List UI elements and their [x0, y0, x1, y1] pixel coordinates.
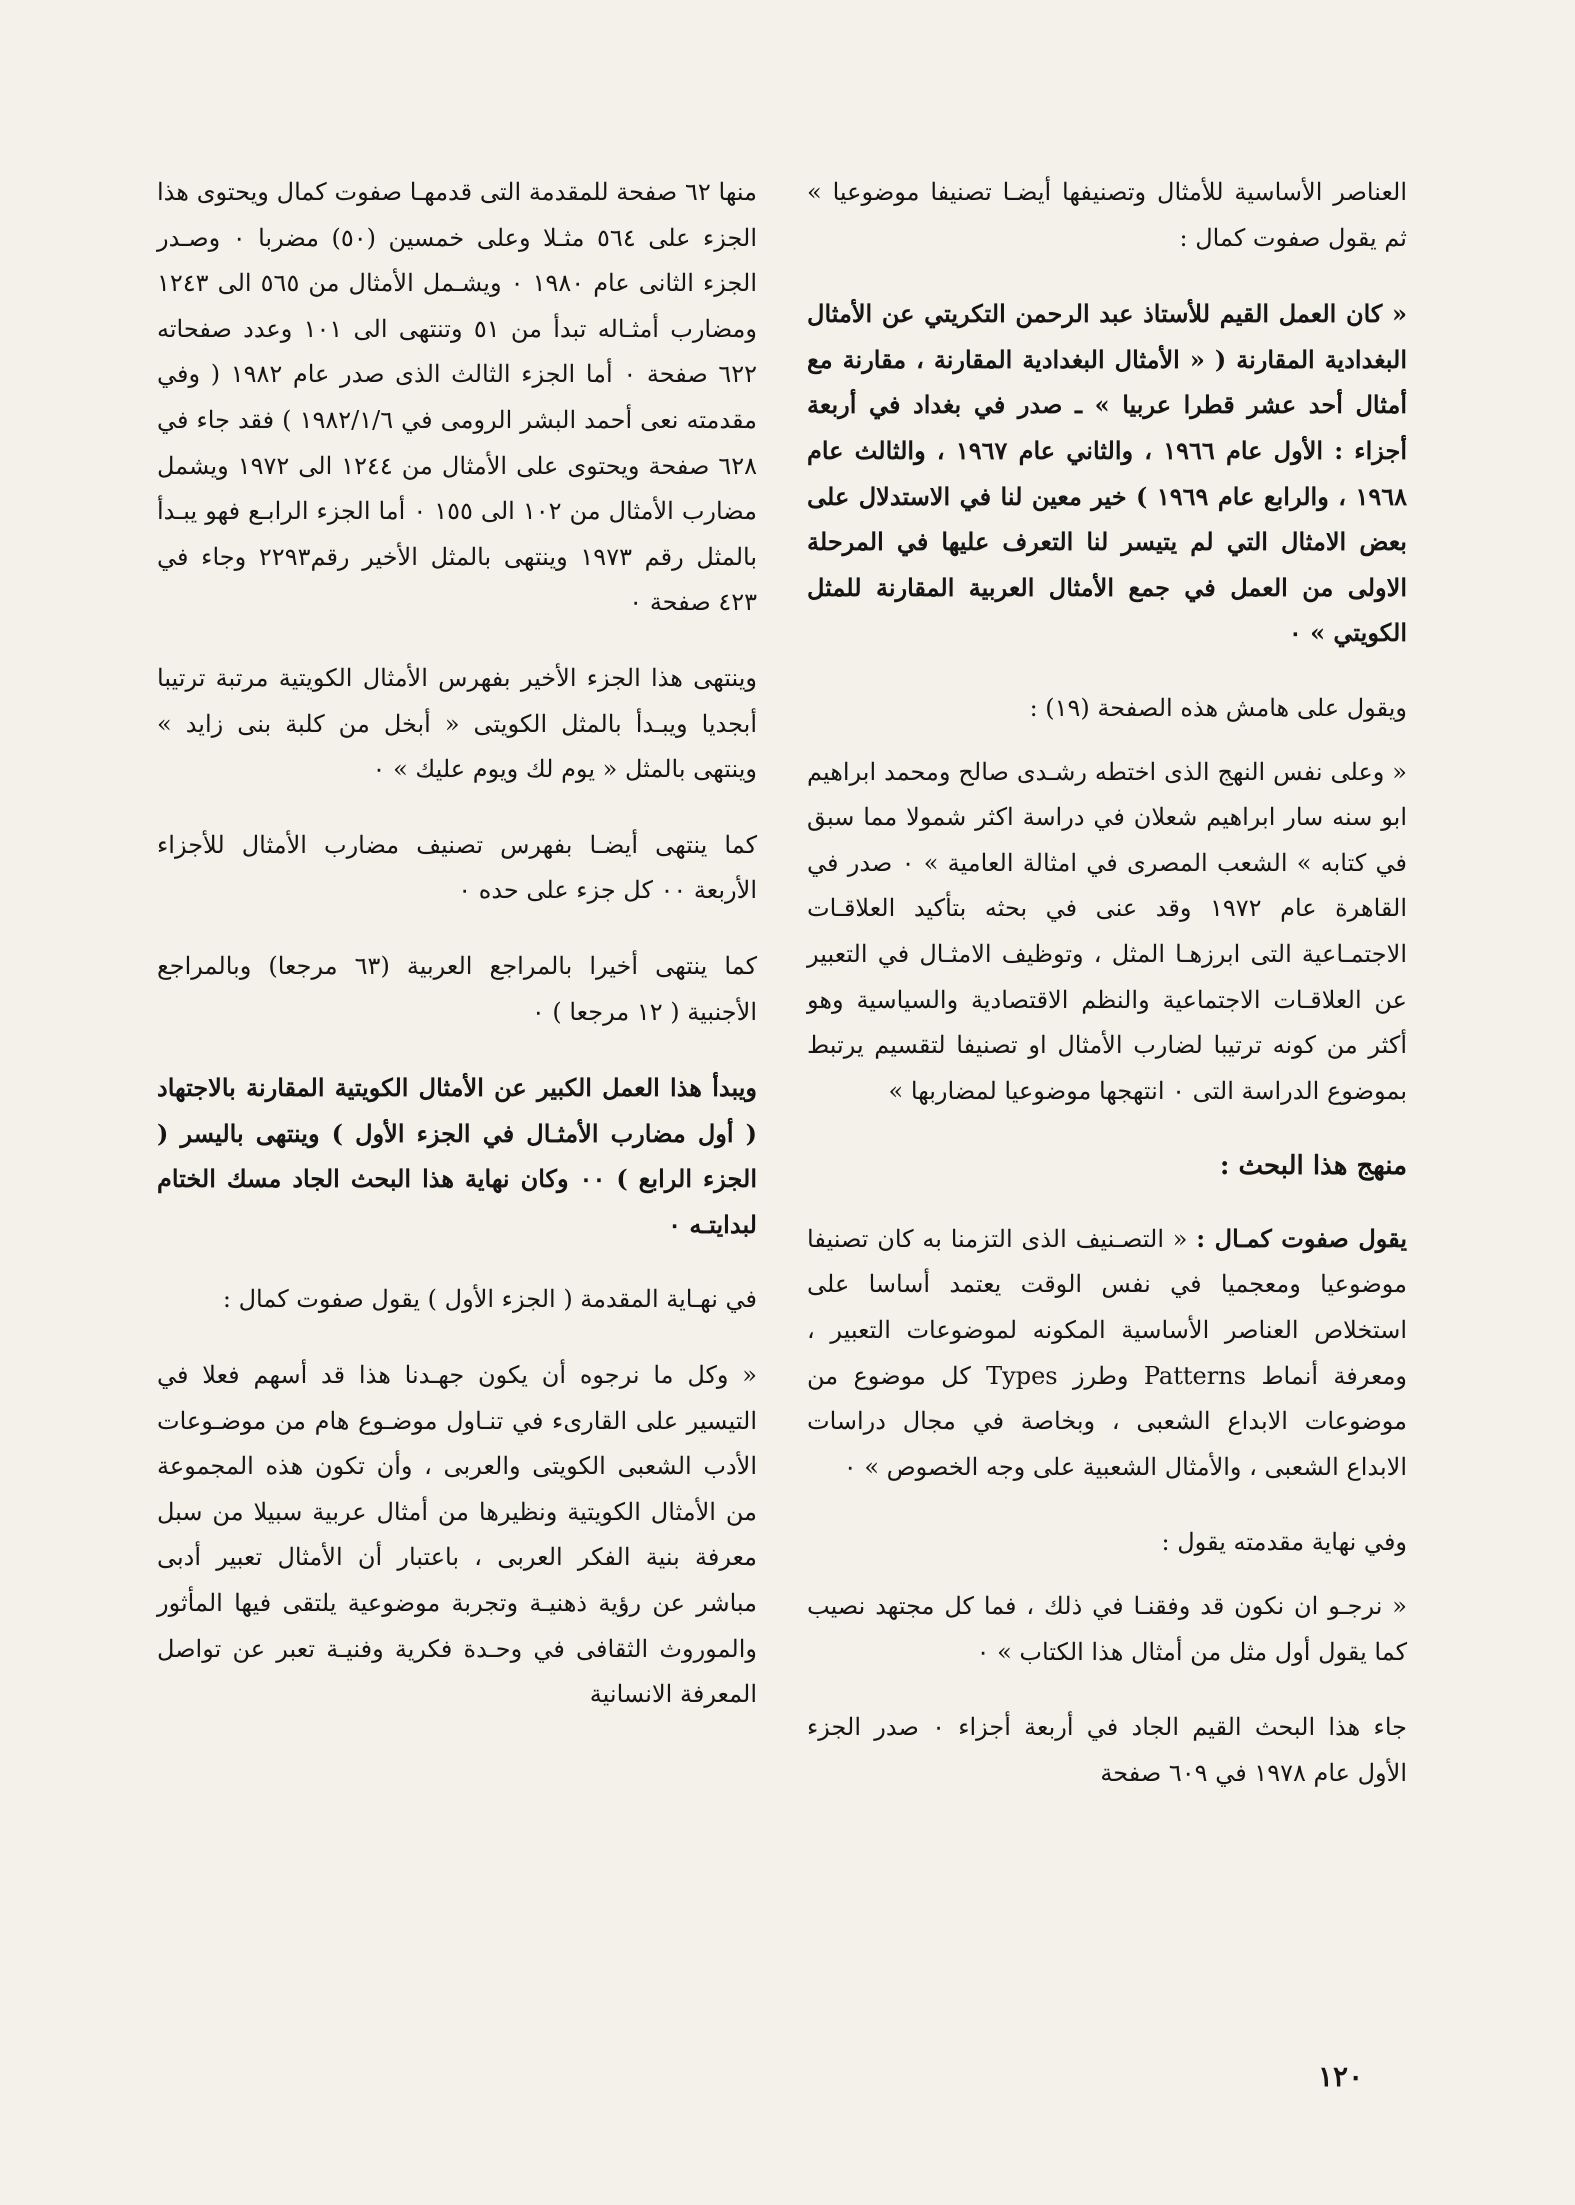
- bold-paragraph: ويبدأ هذا العمل الكبير عن الأمثال الكويتية المقارنة بالاجتهاد ( أول مضارب الأمثـال في الجزء الأول ) وينتهى باليسر ( الجزء الرابع ) ٠٠ وكان نهاية هذا البحث الجاد مسك الختام لبدايتـه ٠: [157, 1073, 757, 1239]
- quote-paragraph: « وعلى نفس النهج الذى اختطه رشـدى صالح ومحمد ابراهيم ابو سنه سار ابراهيم شعلان في دراسة اكثر شمولا مما سبق في كتابه » الشعب المصرى في امثالة العامية » ٠ صدر في القاهرة عام ١٩٧٢ وقد عنى في بحثه بتأكيد العلاقـات الاجتمـاعية التى ابرزهـا المثل ، وتوظيف الامثـال في التعبير عن العلاقـات الاجتماعية والنظم الاقتصادية والسياسية وهو أكثر من كونه ترتيبا لضارب الأمثال او تصنيفا لتقسيم يرتبط بموضوع الدراسة التى ٠ انتهجها موضوعيا لمضاربها »: [807, 757, 1408, 1105]
- text-span: « التصـنيف الذى التزمنا به كان تصنيفا موضوعيا ومعجميا في نفس الوقت يعتمد أساسا على استخلاص العناصر الأساسية المكونه لموضوعات التعبير ، ومعرفة أنماط: [807, 1224, 1408, 1390]
- paragraph: في نهـاية المقدمة ( الجزء الأول ) يقول صفوت كمال :: [222, 1285, 757, 1314]
- latin-term: Patterns: [1143, 1361, 1246, 1390]
- paragraph: كما ينتهى أيضـا بفهرس تصنيف مضارب الأمثال للأجزاء الأربعة ٠٠ كل جزء على حده ٠: [157, 830, 757, 905]
- paragraph: [807, 1216, 1407, 1491]
- quote-paragraph: « نرجـو ان نكون قد وفقنـا في ذلك ، فما كل مجتهد نصيب كما يقول أول مثل من أمثال هذا الكتاب » ٠: [807, 1592, 1407, 1666]
- paragraph: وينتهى هذا الجزء الأخير بفهرس الأمثال الكويتية مرتبة ترتيبا أبجديا ويبـدأ بالمثل الكويتى « أبخل من كلبة بنى زايد » وينتهى بالمثل « يوم لك ويوم عليك » ٠: [157, 663, 757, 784]
- latin-term: Types: [986, 1361, 1058, 1390]
- text-span: وطرز: [1072, 1361, 1129, 1390]
- paragraph: وفي نهاية مقدمته يقول :: [1161, 1528, 1407, 1557]
- right-column: [807, 170, 1407, 1826]
- text-span: كل موضوع من موضوعات الابداع الشعبى ، وبخاصة في مجال دراسات الابداع الشعبى ، والأمثال الشعبية على وجه الخصوص » ٠: [807, 1361, 1407, 1481]
- paragraph: كما ينتهى أخيرا بالمراجع العربية (٦٣ مرجعا) وبالمراجع الأجنبية ( ١٢ مرجعا ) ٠: [157, 951, 758, 1026]
- lead-text: يقول صفوت كمـال :: [1196, 1223, 1407, 1253]
- page-number: ١٢٠: [1318, 2060, 1364, 2093]
- paragraph: العناصر الأساسية للأمثال وتصنيفها أيضـا تصنيفا موضوعيا » ثم يقول صفوت كمال :: [807, 178, 1407, 252]
- quote-paragraph: « وكل ما نرجوه أن يكون جهـدنا هذا قد أسهم فعلا في التيسير على القارىء في تنـاول موضـوع هام من موضـوعات الأدب الشعبى الكويتى والعربى ، وأن تكون هذه المجموعة من الأمثال الكويتية ونظيرها من أمثال عربية سبيلا من سبل معرفة بنية الفكر العربى ، باعتبار أن الأمثال تعبير أدبى مباشر عن رؤية ذهنيـة وتجربة موضوعية يلتقى فيها المأثور والموروث الثقافى في وحـدة فكرية وفنيـة تعبر عن تواصل المعرفة الانسانية: [157, 1361, 757, 1709]
- paragraph: منها ٦٢ صفحة للمقدمة التى قدمهـا صفوت كمال ويحتوى هذا الجزء على ٥٦٤ مثـلا وعلى خمسين (٥٠) مضربا ٠ وصـدر الجزء الثانى عام ١٩٨٠ ٠ ويشـمل الأمثال من ٥٦٥ الى ١٢٤٣ ومضارب أمثـاله تبدأ من ٥١ وتنتهى الى ١٠١ وعدد صفحاته ٦٢٢ صفحة ٠ أما الجزء الثالث الذى صدر عام ١٩٨٢ ( وفي مقدمته نعى أحمد البشر الرومى في ١٩٨٢/١/٦ ) فقد جاء في ٦٢٨ صفحة ويحتوى على الأمثال من ١٢٤٤ الى ١٩٧٢ ويشمل مضارب الأمثال من ١٠٢ الى ١٥٥ ٠ أما الجزء الرابـع فهو يبـدأ بالمثل رقم ١٩٧٣ وينتهى بالمثل الأخير رقم٢٢٩٣ وجاء في ٤٢٣ صفحة ٠: [157, 178, 758, 617]
- section-heading: منهج هذا البحث :: [1219, 1151, 1407, 1182]
- left-column: [157, 170, 757, 1748]
- paragraph: جاء هذا البحث القيم الجاد في أربعة أجزاء ٠ صدر الجزء الأول عام ١٩٧٨ في ٦٠٩ صفحة: [807, 1713, 1407, 1787]
- paragraph: ويقول على هامش هذه الصفحة (١٩) :: [1029, 693, 1407, 722]
- quote-paragraph: « كان العمل القيم للأستاذ عبد الرحمن التكريتي عن الأمثال البغدادية المقارنة ( « الأمثال البغدادية المقارنة ، مقارنة مع أمثال أحد عشر قطرا عربيا » ـ صدر في بغداد في أربعة أجزاء : الأول عام ١٩٦٦ ، والثاني عام ١٩٦٧ ، والثالث عام ١٩٦٨ ، والرابع عام ١٩٦٩ ) خير معين لنا في الاستدلال على بعض الامثال التي لم يتيسر لنا التعرف عليها في المرحلة الاولى من العمل في جمع الأمثال العربية المقارنة للمثل الكويتي » ٠: [807, 299, 1408, 648]
